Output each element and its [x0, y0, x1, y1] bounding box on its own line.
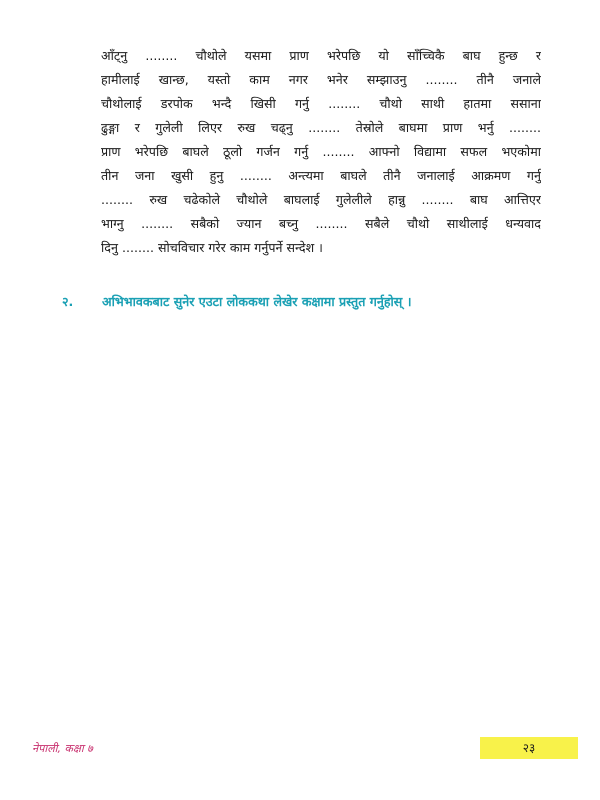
- story-line: दिनु ........ सोचविचार गरेर काम गर्नुपर्ने सन्देश ।: [101, 240, 323, 255]
- story-line: तीन जना खुसी हुनु ........ अन्त्यमा बाघले तीनै जनालाई आक्रमण गर्नु: [101, 168, 541, 183]
- page-number: २३: [522, 741, 536, 755]
- page-number-bar: [480, 737, 578, 759]
- footer-book-title: नेपाली, कक्षा ७: [32, 742, 93, 755]
- story-outline: [101, 44, 541, 260]
- story-line: प्राण भरेपछि बाघले ठूलो गर्जन गर्नु ........ आफ्नो विद्यामा सफल भएकोमा: [101, 144, 541, 159]
- story-line: चौथोलाई डरपोक भन्दै खिसी गर्नु ........ चौथो साथी हातमा ससाना: [101, 96, 541, 111]
- story-line: आँट्नु ........ चौथोले यसमा प्राण भरेपछि यो साँच्चिकै बाघ हुन्छ र: [101, 48, 541, 63]
- exercise-number: २.: [62, 294, 74, 309]
- story-line: हामीलाई खान्छ, यस्तो काम नगर भनेर सम्झाउनु ........ तीनै जनाले: [101, 72, 541, 87]
- story-line: ........ रुख चढेकोले चौथोले बाघलाई गुलेलीले हान्नु ........ बाघ आत्तिएर: [101, 192, 541, 207]
- exercise-item: [62, 289, 542, 315]
- exercise-instruction: अभिभावकबाट सुनेर एउटा लोककथा लेखेर कक्षामा प्रस्तुत गर्नुहोस् ।: [102, 294, 412, 309]
- story-line: ढुङ्गा र गुलेली लिएर रुख चढ्नु ........ तेस्रोले बाघमा प्राण भर्नु ........: [101, 120, 541, 135]
- story-line: भाग्नु ........ सबैको ज्यान बच्नु ........ सबैले चौथो साथीलाई धन्यवाद: [101, 216, 541, 231]
